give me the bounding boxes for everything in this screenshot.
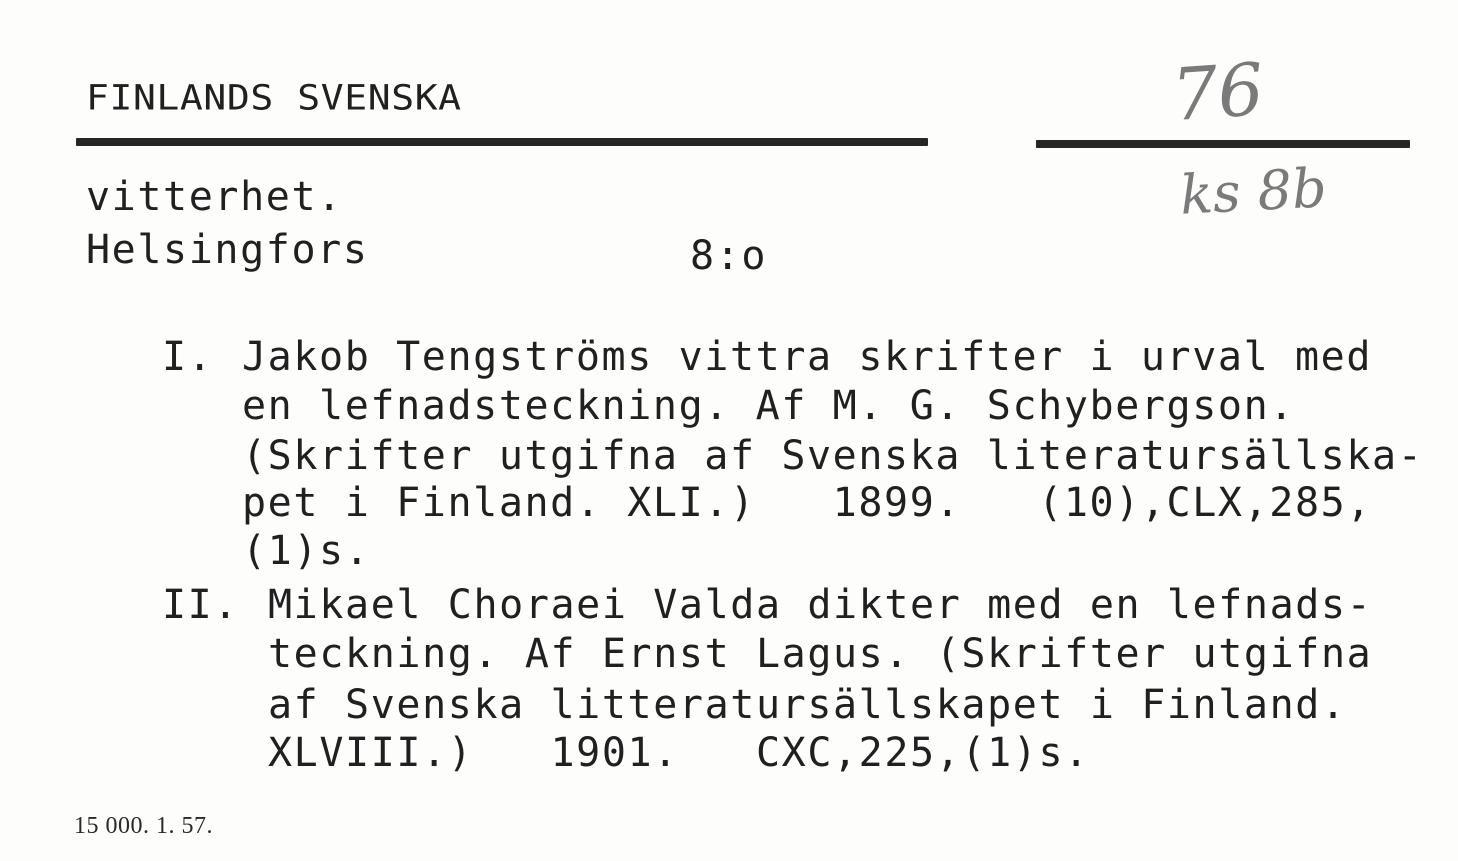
print-code: 15 000. 1. 57. bbox=[74, 813, 213, 839]
entry-1-line-5: (1)s. bbox=[242, 528, 371, 574]
entry-2-line-2: teckning. Af Ernst Lagus. (Skrifter utgifna bbox=[268, 631, 1373, 677]
entry-1-line-3: (Skrifter utgifna af Svenska literatursällska- bbox=[242, 433, 1424, 479]
heading-rule bbox=[76, 138, 928, 146]
entry-1-line-1: Jakob Tengströms vittra skrifter i urval med bbox=[242, 334, 1373, 380]
card-heading: FINLANDS SVENSKA bbox=[86, 77, 462, 118]
card-format: 8:o bbox=[690, 233, 768, 279]
shelfmark-rule bbox=[1036, 140, 1410, 148]
entry-1-line-2: en lefnadsteckning. Af M. G. Schybergson. bbox=[242, 383, 1295, 429]
entry-1-line-4: pet i Finland. XLI.) 1899. (10),CLX,285, bbox=[242, 480, 1373, 526]
shelfmark-number: 76 bbox=[1169, 46, 1267, 138]
entry-2-line-4: XLVIII.) 1901. CXC,225,(1)s. bbox=[268, 730, 1090, 776]
shelfmark-annotation: ks 8b bbox=[1178, 156, 1329, 227]
entry-2-line-3: af Svenska litteratursällskapet i Finland. bbox=[268, 682, 1347, 728]
entry-2-line-1: Mikael Choraei Valda dikter med en lefnads- bbox=[268, 582, 1373, 628]
card-subheading: vitterhet. bbox=[86, 174, 343, 220]
card-place: Helsingfors bbox=[86, 227, 369, 273]
entry-1-numeral: I. bbox=[162, 334, 214, 380]
entry-2-numeral: II. bbox=[162, 582, 240, 628]
